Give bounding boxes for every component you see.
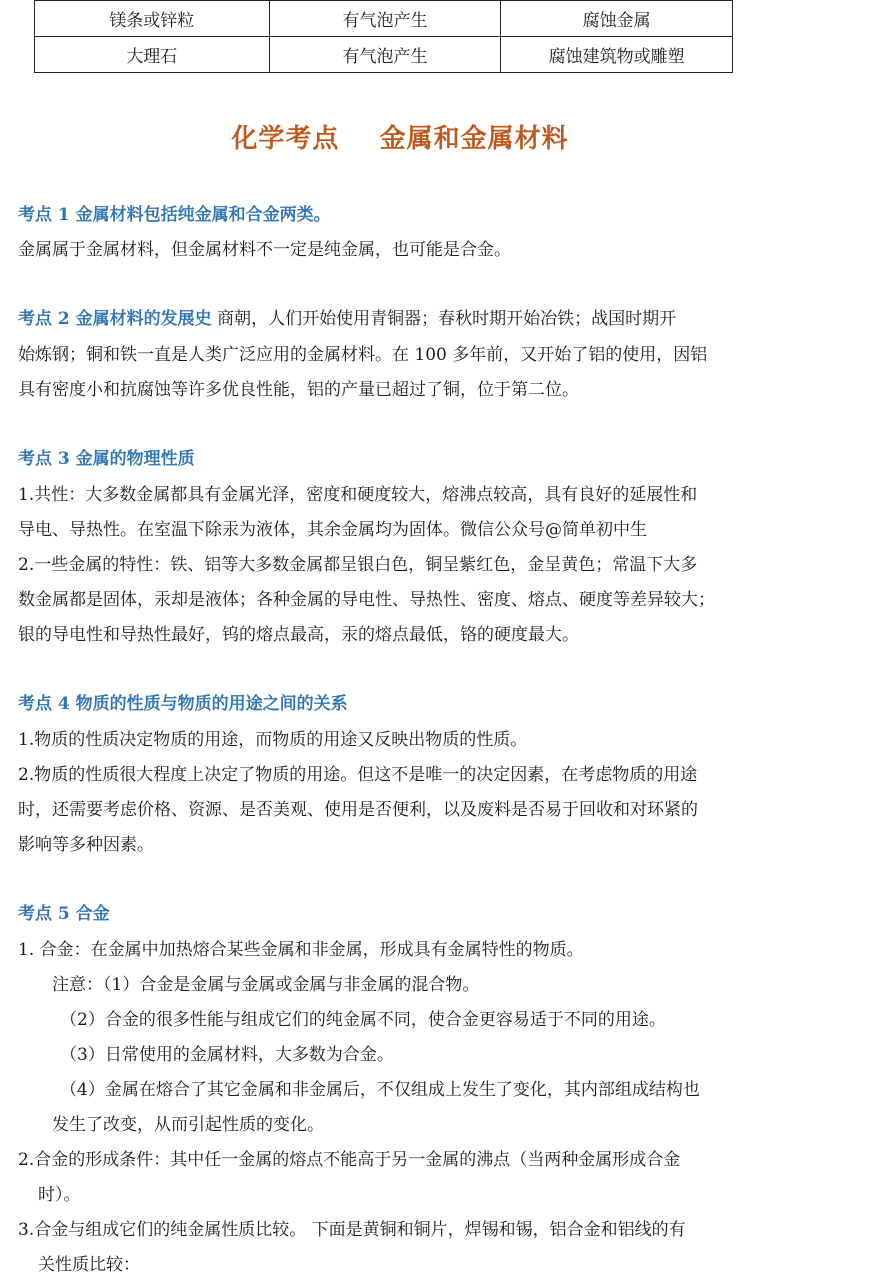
section-3-line: 数金属都是固体，汞却是液体；各种金属的导电性、导热性、密度、熔点、硬度等差异较大； — [18, 590, 715, 610]
section-4-line: 2.物质的性质很大程度上决定了物质的用途。但这不是唯一的决定因素，在考虑物质的用途 — [18, 765, 698, 785]
section-5-heading: 考点 5 合金 — [18, 904, 110, 924]
table-row — [35, 37, 733, 73]
table-cell: 腐蚀金属 — [501, 1, 733, 37]
section-5-line: 时）。 — [38, 1185, 81, 1205]
table-cell: 腐蚀建筑物或雕塑 — [501, 37, 733, 73]
section-4-line: 时，还需要考虑价格、资源、是否美观、使用是否便利，以及废料是否易于回收和对环紧的 — [18, 800, 698, 820]
section-3-line: 导电、导热性。在室温下除汞为液体，其余金属均为固体。微信公众号@简单初中生 — [18, 520, 647, 540]
section-5-line: 3.合金与组成它们的纯金属性质比较。 下面是黄铜和铜片，焊锡和锡，铝合金和铝线的有 — [18, 1220, 686, 1240]
section-5-line: 发生了改变，从而引起性质的变化。 — [52, 1115, 324, 1135]
section-1-heading: 考点 1 金属材料包括纯金属和合金两类。 — [18, 205, 331, 225]
section-3-line: 1.共性：大多数金属都具有金属光泽，密度和硬度较大，熔沸点较高，具有良好的延展性和 — [18, 485, 698, 505]
page-title: 化学考点 金属和金属材料 — [231, 124, 569, 154]
section-4-heading: 考点 4 物质的性质与物质的用途之间的关系 — [18, 694, 348, 714]
section-5-line: 关性质比较： — [38, 1255, 140, 1275]
section-3-heading: 考点 3 金属的物理性质 — [18, 449, 195, 469]
section-5-line: （2）合金的很多性能与组成它们的纯金属不同，使合金更容易适于不同的用途。 — [60, 1010, 666, 1030]
table-cell: 有气泡产生 — [269, 37, 501, 73]
table-cell: 镁条或锌粒 — [35, 1, 270, 37]
section-2-text: 商朝，人们开始使用青铜器；春秋时期开始冶铁；战国时期开 — [211, 309, 677, 329]
section-2-line: 具有密度小和抗腐蚀等许多优良性能，铝的产量已超过了铜，位于第二位。 — [18, 380, 579, 400]
section-5-line: （3）日常使用的金属材料，大多数为合金。 — [60, 1045, 394, 1065]
section-2-line: 始炼钢；铜和铁一直是人类广泛应用的金属材料。在 100 多年前，又开始了铝的使用，因铝 — [18, 345, 708, 365]
section-2-line — [18, 304, 676, 329]
section-3-line: 2.一些金属的特性：铁、铝等大多数金属都呈银白色，铜呈紫红色，金呈黄色；常温下大多 — [18, 555, 698, 575]
table-cell: 有气泡产生 — [269, 1, 501, 37]
section-5-line: 注意：（1）合金是金属与金属或金属与非金属的混合物。 — [52, 975, 480, 995]
table-cell: 大理石 — [35, 37, 270, 73]
section-5-line: 2.合金的形成条件：其中任一金属的熔点不能高于另一金属的沸点（当两种金属形成合金 — [18, 1150, 681, 1170]
table-row — [35, 1, 733, 37]
section-5-line: （4）金属在熔合了其它金属和非金属后，不仅组成上发生了变化，其内部组成结构也 — [60, 1080, 700, 1100]
section-1-line: 金属属于金属材料，但金属材料不一定是纯金属，也可能是合金。 — [18, 240, 511, 260]
section-2-heading: 考点 2 金属材料的发展史 — [18, 309, 212, 329]
section-3-line: 银的导电性和导热性最好，钨的熔点最高，汞的熔点最低，铬的硬度最大。 — [18, 625, 579, 645]
reaction-table — [34, 0, 733, 73]
section-4-line: 1.物质的性质决定物质的用途，而物质的用途又反映出物质的性质。 — [18, 730, 528, 750]
section-5-line: 1. 合金：在金属中加热熔合某些金属和非金属，形成具有金属特性的物质。 — [18, 940, 584, 960]
section-4-line: 影响等多种因素。 — [18, 835, 154, 855]
